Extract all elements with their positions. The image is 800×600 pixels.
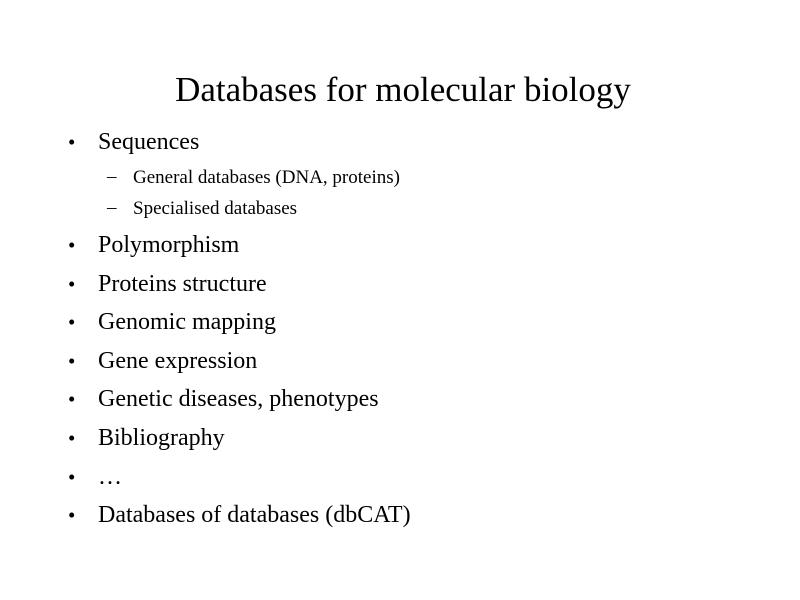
bullet-item-label: Genetic diseases, phenotypes (98, 386, 379, 412)
bullet-item-label: … (98, 464, 122, 490)
bullet-item-label: Proteins structure (98, 271, 267, 297)
bullet-item-label: Bibliography (98, 425, 225, 451)
bullet-icon: • (68, 465, 76, 489)
sub-bullet-item-label: Specialised databases (133, 198, 298, 219)
dash-icon: – (107, 197, 117, 218)
slide-title: Databases for molecular biology (175, 70, 631, 109)
bullet-item (0, 500, 800, 530)
sub-bullet-item (0, 197, 800, 221)
bullet-item (0, 127, 800, 157)
bullet-item (0, 462, 800, 492)
bullet-icon: • (68, 130, 76, 154)
sub-bullet-item (0, 166, 800, 190)
dash-icon: – (107, 166, 117, 187)
bullet-icon: • (68, 310, 76, 334)
bullet-icon: • (68, 233, 76, 257)
bullet-item-label: Polymorphism (98, 232, 240, 258)
bullet-item (0, 384, 800, 414)
bullet-icon: • (68, 272, 76, 296)
sub-bullet-item-label: General databases (DNA, proteins) (133, 167, 400, 188)
bullet-icon: • (68, 349, 76, 373)
bullet-item-label: Sequences (98, 129, 200, 155)
bullet-item-label: Gene expression (98, 348, 258, 374)
bullet-icon: • (68, 387, 76, 411)
bullet-item (0, 423, 800, 453)
bullet-item-label: Genomic mapping (98, 309, 276, 335)
bullet-icon: • (68, 426, 76, 450)
bullet-icon: • (68, 503, 76, 527)
bullet-item-label: Databases of databases (dbCAT) (98, 502, 411, 528)
bullet-item (0, 269, 800, 299)
bullet-item (0, 346, 800, 376)
bullet-item (0, 230, 800, 260)
bullet-item (0, 307, 800, 337)
